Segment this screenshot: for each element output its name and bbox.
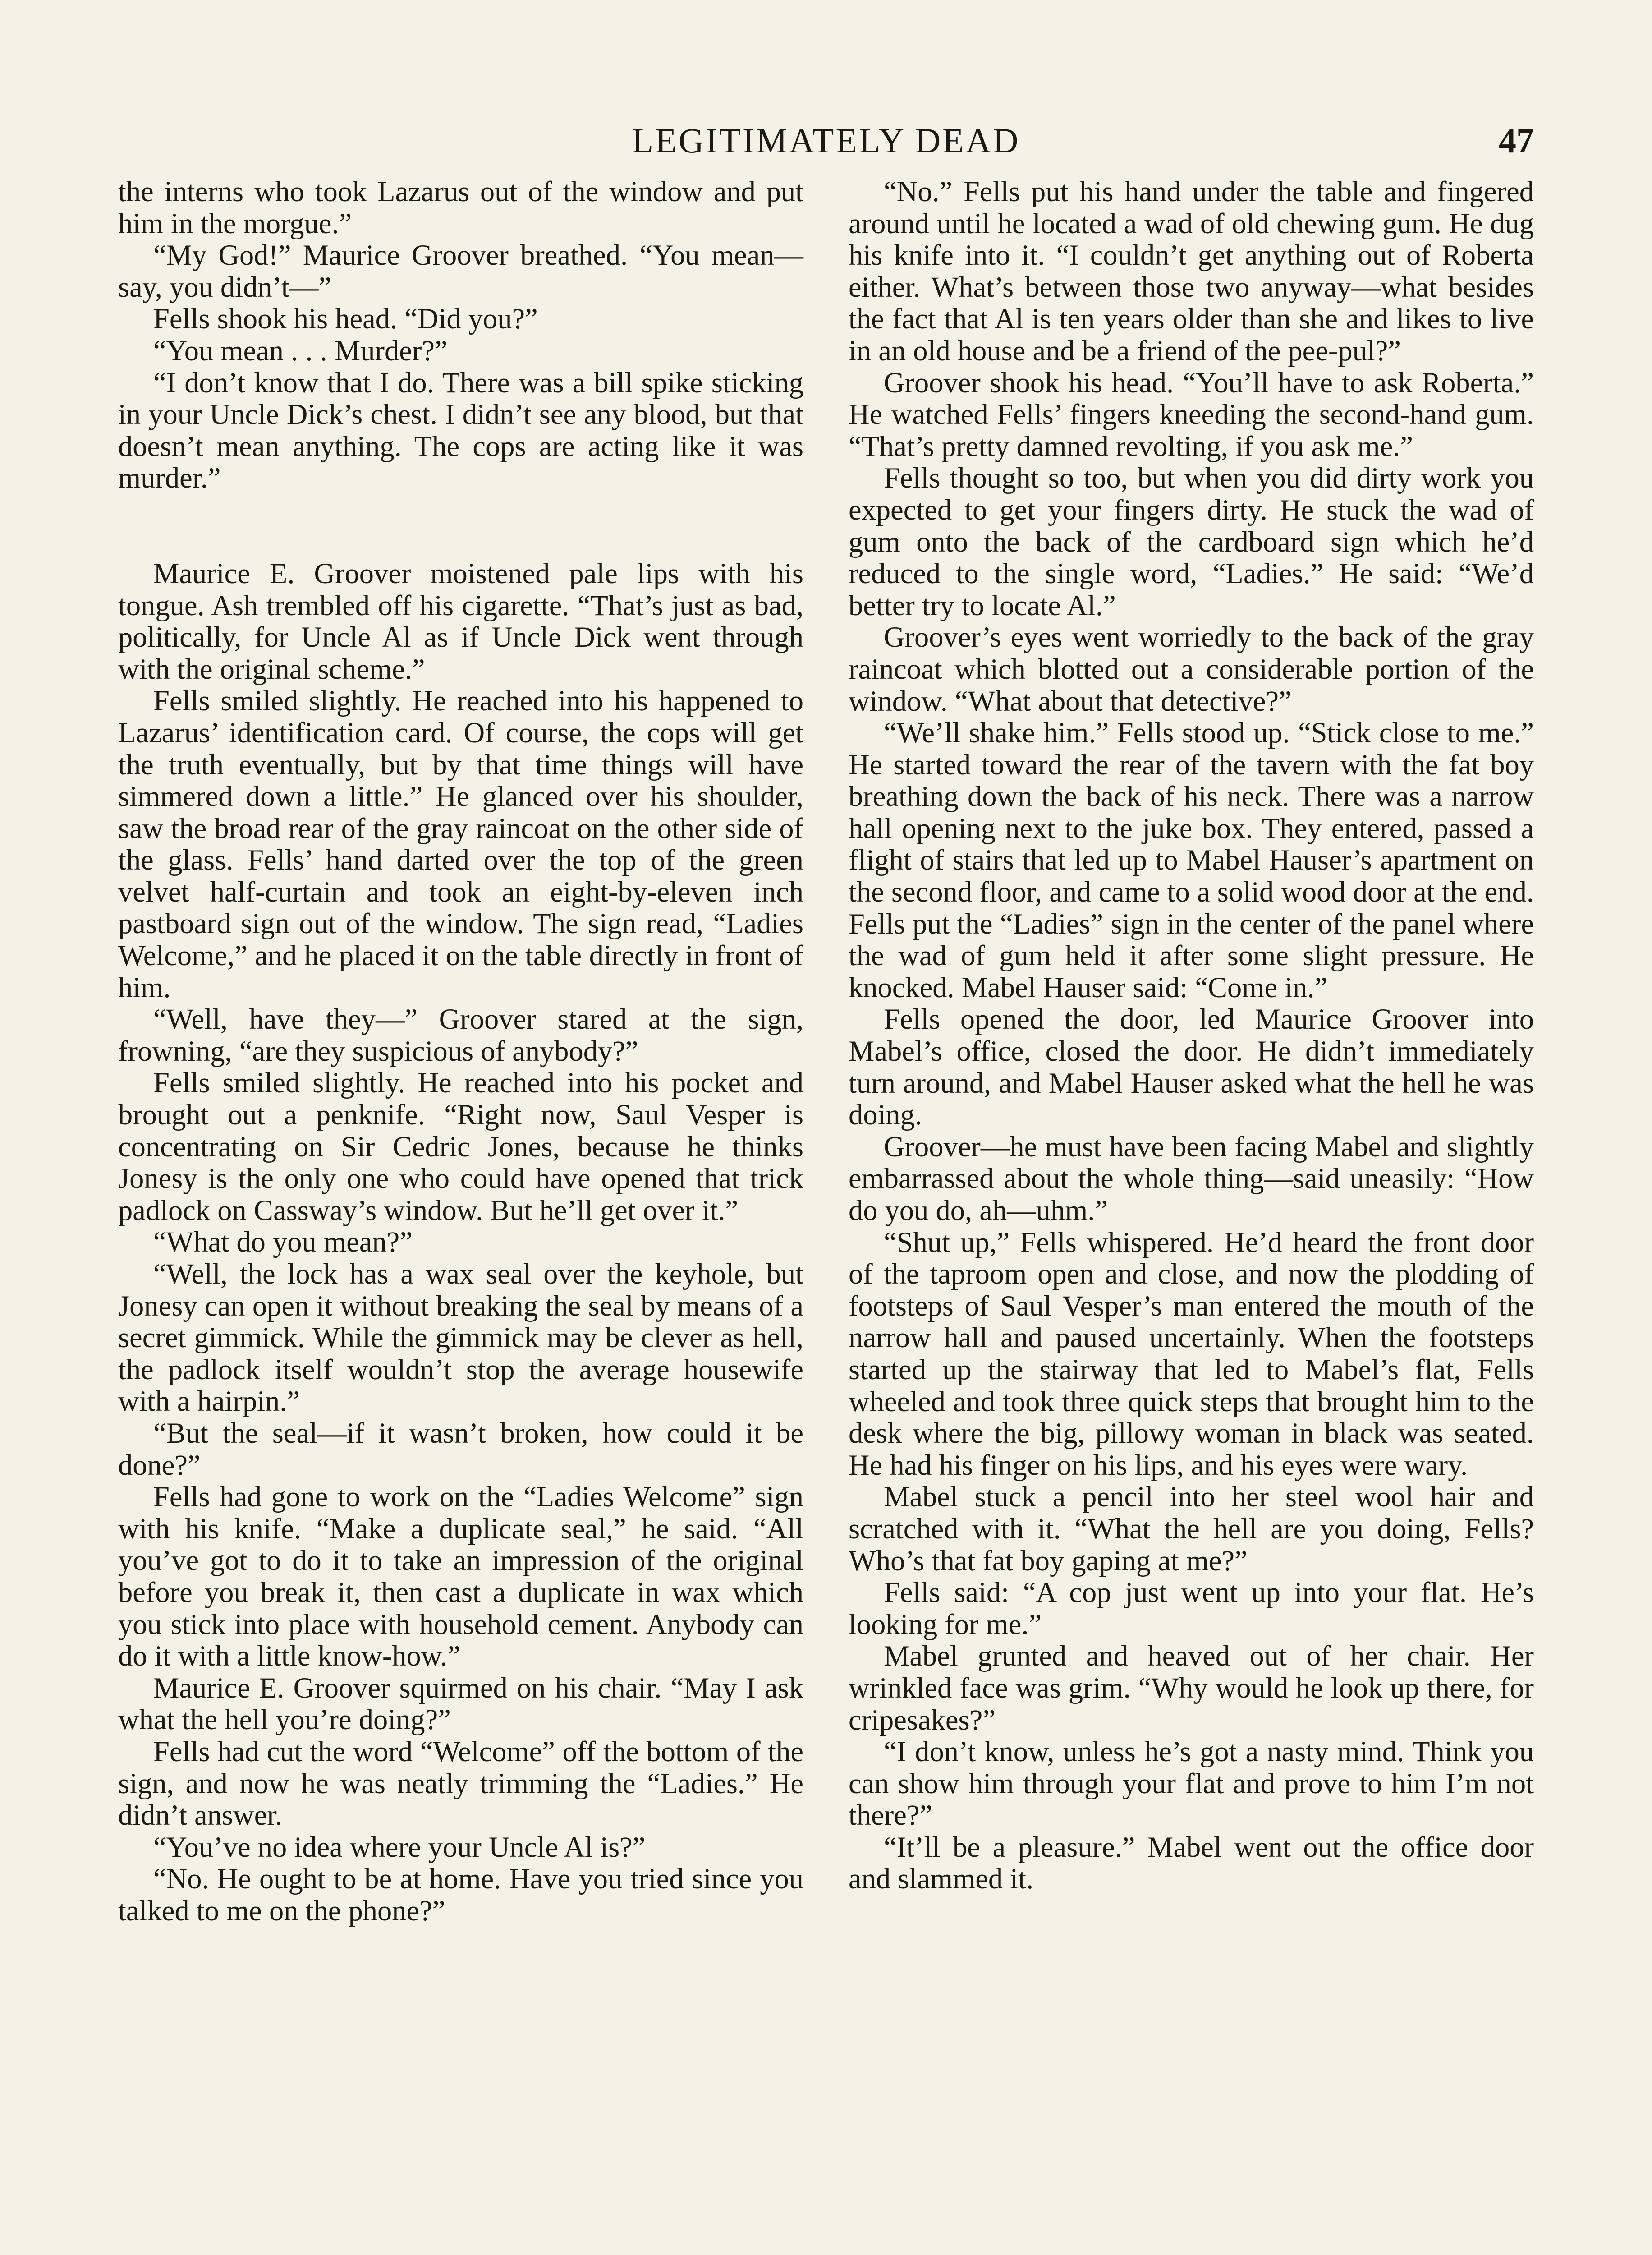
paragraph: Groover—he must have been facing Mabel and slightly embarrassed about the whole thing—said uneasily: “How do you do, ah—uhm.” <box>849 1130 1534 1226</box>
paragraph: Fells said: “A cop just went up into your flat. He’s looking for me.” <box>849 1576 1534 1640</box>
paragraph: Fells had cut the word “Welcome” off the bottom of the sign, and now he was neatly trimming the “Ladies.” He didn’t answer. <box>118 1735 803 1832</box>
paragraph: “I don’t know, unless he’s got a nasty mind. Think you can show him through your flat and prove to him I’m not there?” <box>849 1735 1534 1832</box>
paragraph: “Well, have they—” Groover stared at the sign, frowning, “are they suspicious of anybody?” <box>118 1003 803 1067</box>
paragraph: the interns who took Lazarus out of the window and put him in the morgue.” <box>118 175 803 239</box>
paragraph: Maurice E. Groover moistened pale lips with his tongue. Ash trembled off his cigarette. “That’s just as bad, politically, for Uncle Al as if Uncle Dick went through with the original scheme.” <box>118 557 803 685</box>
paragraph: Fells thought so too, but when you did dirty work you expected to get your fingers dirty. He stuck the wad of gum onto the back of the cardboard sign which he’d reduced to the single word, “Ladies.” He said: “We’d better try to locate Al.” <box>849 462 1534 621</box>
paragraph: Fells shook his head. “Did you?” <box>153 303 538 335</box>
paragraph: “You mean . . . Murder?” <box>153 334 448 367</box>
paragraph: Maurice E. Groover squirmed on his chair. “May I ask what the hell you’re doing?” <box>118 1671 803 1736</box>
page-header <box>118 118 1534 163</box>
paragraph: “Well, the lock has a wax seal over the keyhole, but Jonesy can open it without breaking the seal by means of a secret gimmick. While the gimmick may be clever as hell, the padlock itself wouldn’t stop the average housewife with a hairpin.” <box>118 1258 803 1417</box>
paragraph: “But the seal—if it wasn’t broken, how could it be done?” <box>118 1417 803 1481</box>
paragraph: “It’ll be a pleasure.” Mabel went out the office door and slammed it. <box>849 1831 1534 1895</box>
paragraph: Groover shook his head. “You’ll have to ask Roberta.” He watched Fells’ fingers kneeding the second-hand gum. “That’s pretty damned revolting, if you ask me.” <box>849 366 1534 462</box>
paragraph: “My God!” Maurice Groover breathed. “You mean—say, you didn’t—” <box>118 239 803 303</box>
page-number: 47 <box>1499 121 1534 160</box>
paragraph: Mabel grunted and heaved out of her chair. Her wrinkled face was grim. “Why would he look up there, for cripesakes?” <box>849 1640 1534 1736</box>
paragraph: “We’ll shake him.” Fells stood up. “Stick close to me.” He started toward the rear of the tavern with the fat boy breathing down the back of his neck. There was a narrow hall opening next to the juke box. They entered, passed a flight of stairs that led up to Mabel Hauser’s apartment on the second floor, and came to a solid wood door at the end. Fells put the “Ladies” sign in the center of the panel where the wad of gum held it after some slight pressure. He knocked. Mabel Hauser said: “Come in.” <box>849 717 1534 1003</box>
paragraph: “I don’t know that I do. There was a bill spike sticking in your Uncle Dick’s chest. I didn’t see any blood, but that doesn’t mean anything. The cops are acting like it was murder.” <box>118 366 803 494</box>
left-column <box>118 176 803 1927</box>
running-title: LEGITIMATELY DEAD <box>632 121 1020 160</box>
paragraph: “No. He ought to be at home. Have you tried since you talked to me on the phone?” <box>118 1863 803 1927</box>
paragraph: Mabel stuck a pencil into her steel wool hair and scratched with it. “What the hell are you doing, Fells? Who’s that fat boy gaping at me?” <box>849 1481 1534 1577</box>
paragraph: Fells had gone to work on the “Ladies Welcome” sign with his knife. “Make a duplicate seal,” he said. “All you’ve got to do it to take an impression of the original before you break it, then cast a duplicate in wax which you stick into place with household cement. Anybody can do it with a little know-how.” <box>118 1481 803 1672</box>
paragraph: “No.” Fells put his hand under the table and fingered around until he located a wad of old chewing gum. He dug his knife into it. “I couldn’t get anything out of Roberta either. What’s between those two anyway—what besides the fact that Al is ten years older than she and likes to live in an old house and be a friend of the pee-pul?” <box>849 175 1534 367</box>
paragraph: Groover’s eyes went worriedly to the back of the gray raincoat which blotted out a considerable portion of the window. “What about that detective?” <box>849 621 1534 717</box>
paragraph: Fells opened the door, led Maurice Groover into Mabel’s office, closed the door. He didn’t immediately turn around, and Mabel Hauser asked what the hell he was doing. <box>849 1003 1534 1131</box>
paragraph: “What do you mean?” <box>153 1226 413 1258</box>
paragraph: Fells smiled slightly. He reached into his happened to Lazarus’ identification card. Of course, the cops will get the truth eventually, but by that time things will have simmered down a little.” He glanced over his shoulder, saw the broad rear of the gray raincoat on the other side of the glass. Fells’ hand darted over the top of the green velvet half-curtain and took an eight-by-eleven inch pastboard sign out of the window. The sign read, “Ladies Welcome,” and he placed it on the table directly in front of him. <box>118 685 803 1003</box>
right-column <box>849 176 1534 1895</box>
paragraph: “You’ve no idea where your Uncle Al is?” <box>153 1831 646 1863</box>
paragraph: Fells smiled slightly. He reached into his pocket and brought out a penknife. “Right now, Saul Vesper is concentrating on Sir Cedric Jones, because he thinks Jonesy is the only one who could have opened that trick padlock on Cassway’s window. But he’ll get over it.” <box>118 1067 803 1226</box>
paragraph: “Shut up,” Fells whispered. He’d heard the front door of the taproom open and close, and now the plodding of footsteps of Saul Vesper’s man entered the mouth of the narrow hall and paused uncertainly. When the footsteps started up the stairway that led to Mabel’s flat, Fells wheeled and took three quick steps that brought him to the desk where the big, pillowy woman in black was seated. He had his finger on his lips, and his eyes were wary. <box>849 1226 1534 1481</box>
